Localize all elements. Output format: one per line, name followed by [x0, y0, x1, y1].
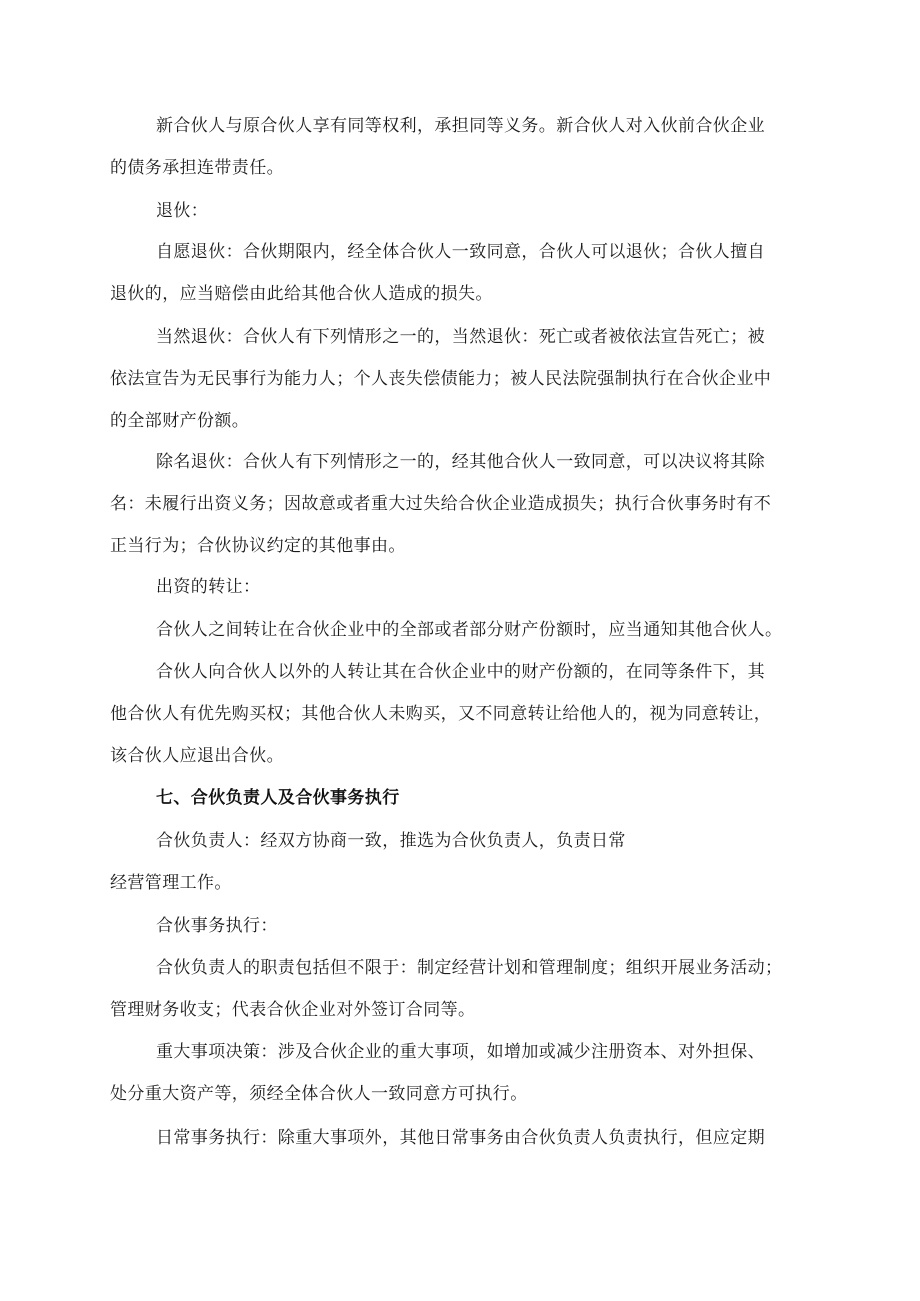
text-line: 的债务承担连带责任。	[110, 158, 284, 178]
text-line: 重大事项决策：涉及合伙企业的重大事项，如增加或减少注册资本、对外担保、	[156, 1042, 765, 1062]
paragraph-transfer-title	[110, 566, 810, 608]
text-line: 出资的转让：	[156, 577, 261, 597]
text-line: 名：未履行出资义务；因故意或者重大过失给合伙企业造成损失；执行合伙事务时有不	[110, 494, 772, 514]
paragraph-daily-affairs	[110, 1117, 810, 1159]
text-line: 日常事务执行：除重大事项外，其他日常事务由合伙负责人负责执行，但应定期	[156, 1128, 765, 1148]
text-line: 该合伙人应退出合伙。	[110, 746, 284, 766]
section-heading-7	[110, 777, 810, 819]
paragraph-external-transfer	[110, 651, 810, 777]
paragraph-partnership-leader	[110, 820, 810, 904]
text-line: 正当行为；合伙协议约定的其他事由。	[110, 536, 406, 556]
paragraph-major-decisions	[110, 1031, 810, 1115]
text-line: 合伙事务执行：	[156, 916, 278, 936]
text-line: 的全部财产份额。	[110, 411, 250, 431]
text-line: 管理财务收支；代表合伙企业对外签订合同等。	[110, 1000, 476, 1020]
text-line: 自愿退伙：合伙期限内，经全体合伙人一致同意，合伙人可以退伙；合伙人擅自	[156, 242, 765, 262]
heading-text: 七、合伙负责人及合伙事务执行	[156, 788, 400, 808]
paragraph-automatic-withdrawal	[110, 316, 810, 442]
paragraph-withdrawal-title	[110, 190, 810, 232]
paragraph-voluntary-withdrawal	[110, 231, 810, 315]
paragraph-internal-transfer	[110, 609, 810, 651]
paragraph-affairs-execution-title	[110, 905, 810, 947]
text-line: 经营管理工作。	[110, 873, 232, 893]
paragraph-leader-duties	[110, 947, 810, 1031]
text-line: 退伙的，应当赔偿由此给其他合伙人造成的损失。	[110, 284, 493, 304]
text-line: 合伙人之间转让在合伙企业中的全部或者部分财产份额时，应当通知其他合伙人。	[156, 620, 783, 640]
text-line: 当然退伙：合伙人有下列情形之一的，当然退伙：死亡或者被依法宣告死亡；被	[156, 327, 765, 347]
text-line: 依法宣告为无民事行为能力人；个人丧失偿债能力；被人民法院强制执行在合伙企业中	[110, 369, 772, 389]
text-line: 合伙人向合伙人以外的人转让其在合伙企业中的财产份额的，在同等条件下，其	[156, 662, 765, 682]
text-line: 合伙负责人：经双方协商一致，推选为合伙负责人，负责日常	[156, 831, 626, 851]
paragraph-new-partner-rights	[110, 105, 810, 189]
text-line: 除名退伙：合伙人有下列情形之一的，经其他合伙人一致同意，可以决议将其除	[156, 452, 765, 472]
text-line: 合伙负责人的职责包括但不限于：制定经营计划和管理制度；组织开展业务活动；	[156, 958, 783, 978]
paragraph-expulsion-withdrawal	[110, 441, 810, 567]
text-line: 新合伙人与原合伙人享有同等权利，承担同等义务。新合伙人对入伙前合伙企业	[156, 116, 765, 136]
text-line: 处分重大资产等，须经全体合伙人一致同意方可执行。	[110, 1084, 528, 1104]
text-line: 退伙：	[156, 201, 209, 221]
text-line: 他合伙人有优先购买权；其他合伙人未购买，又不同意转让给他人的，视为同意转让，	[110, 704, 772, 724]
